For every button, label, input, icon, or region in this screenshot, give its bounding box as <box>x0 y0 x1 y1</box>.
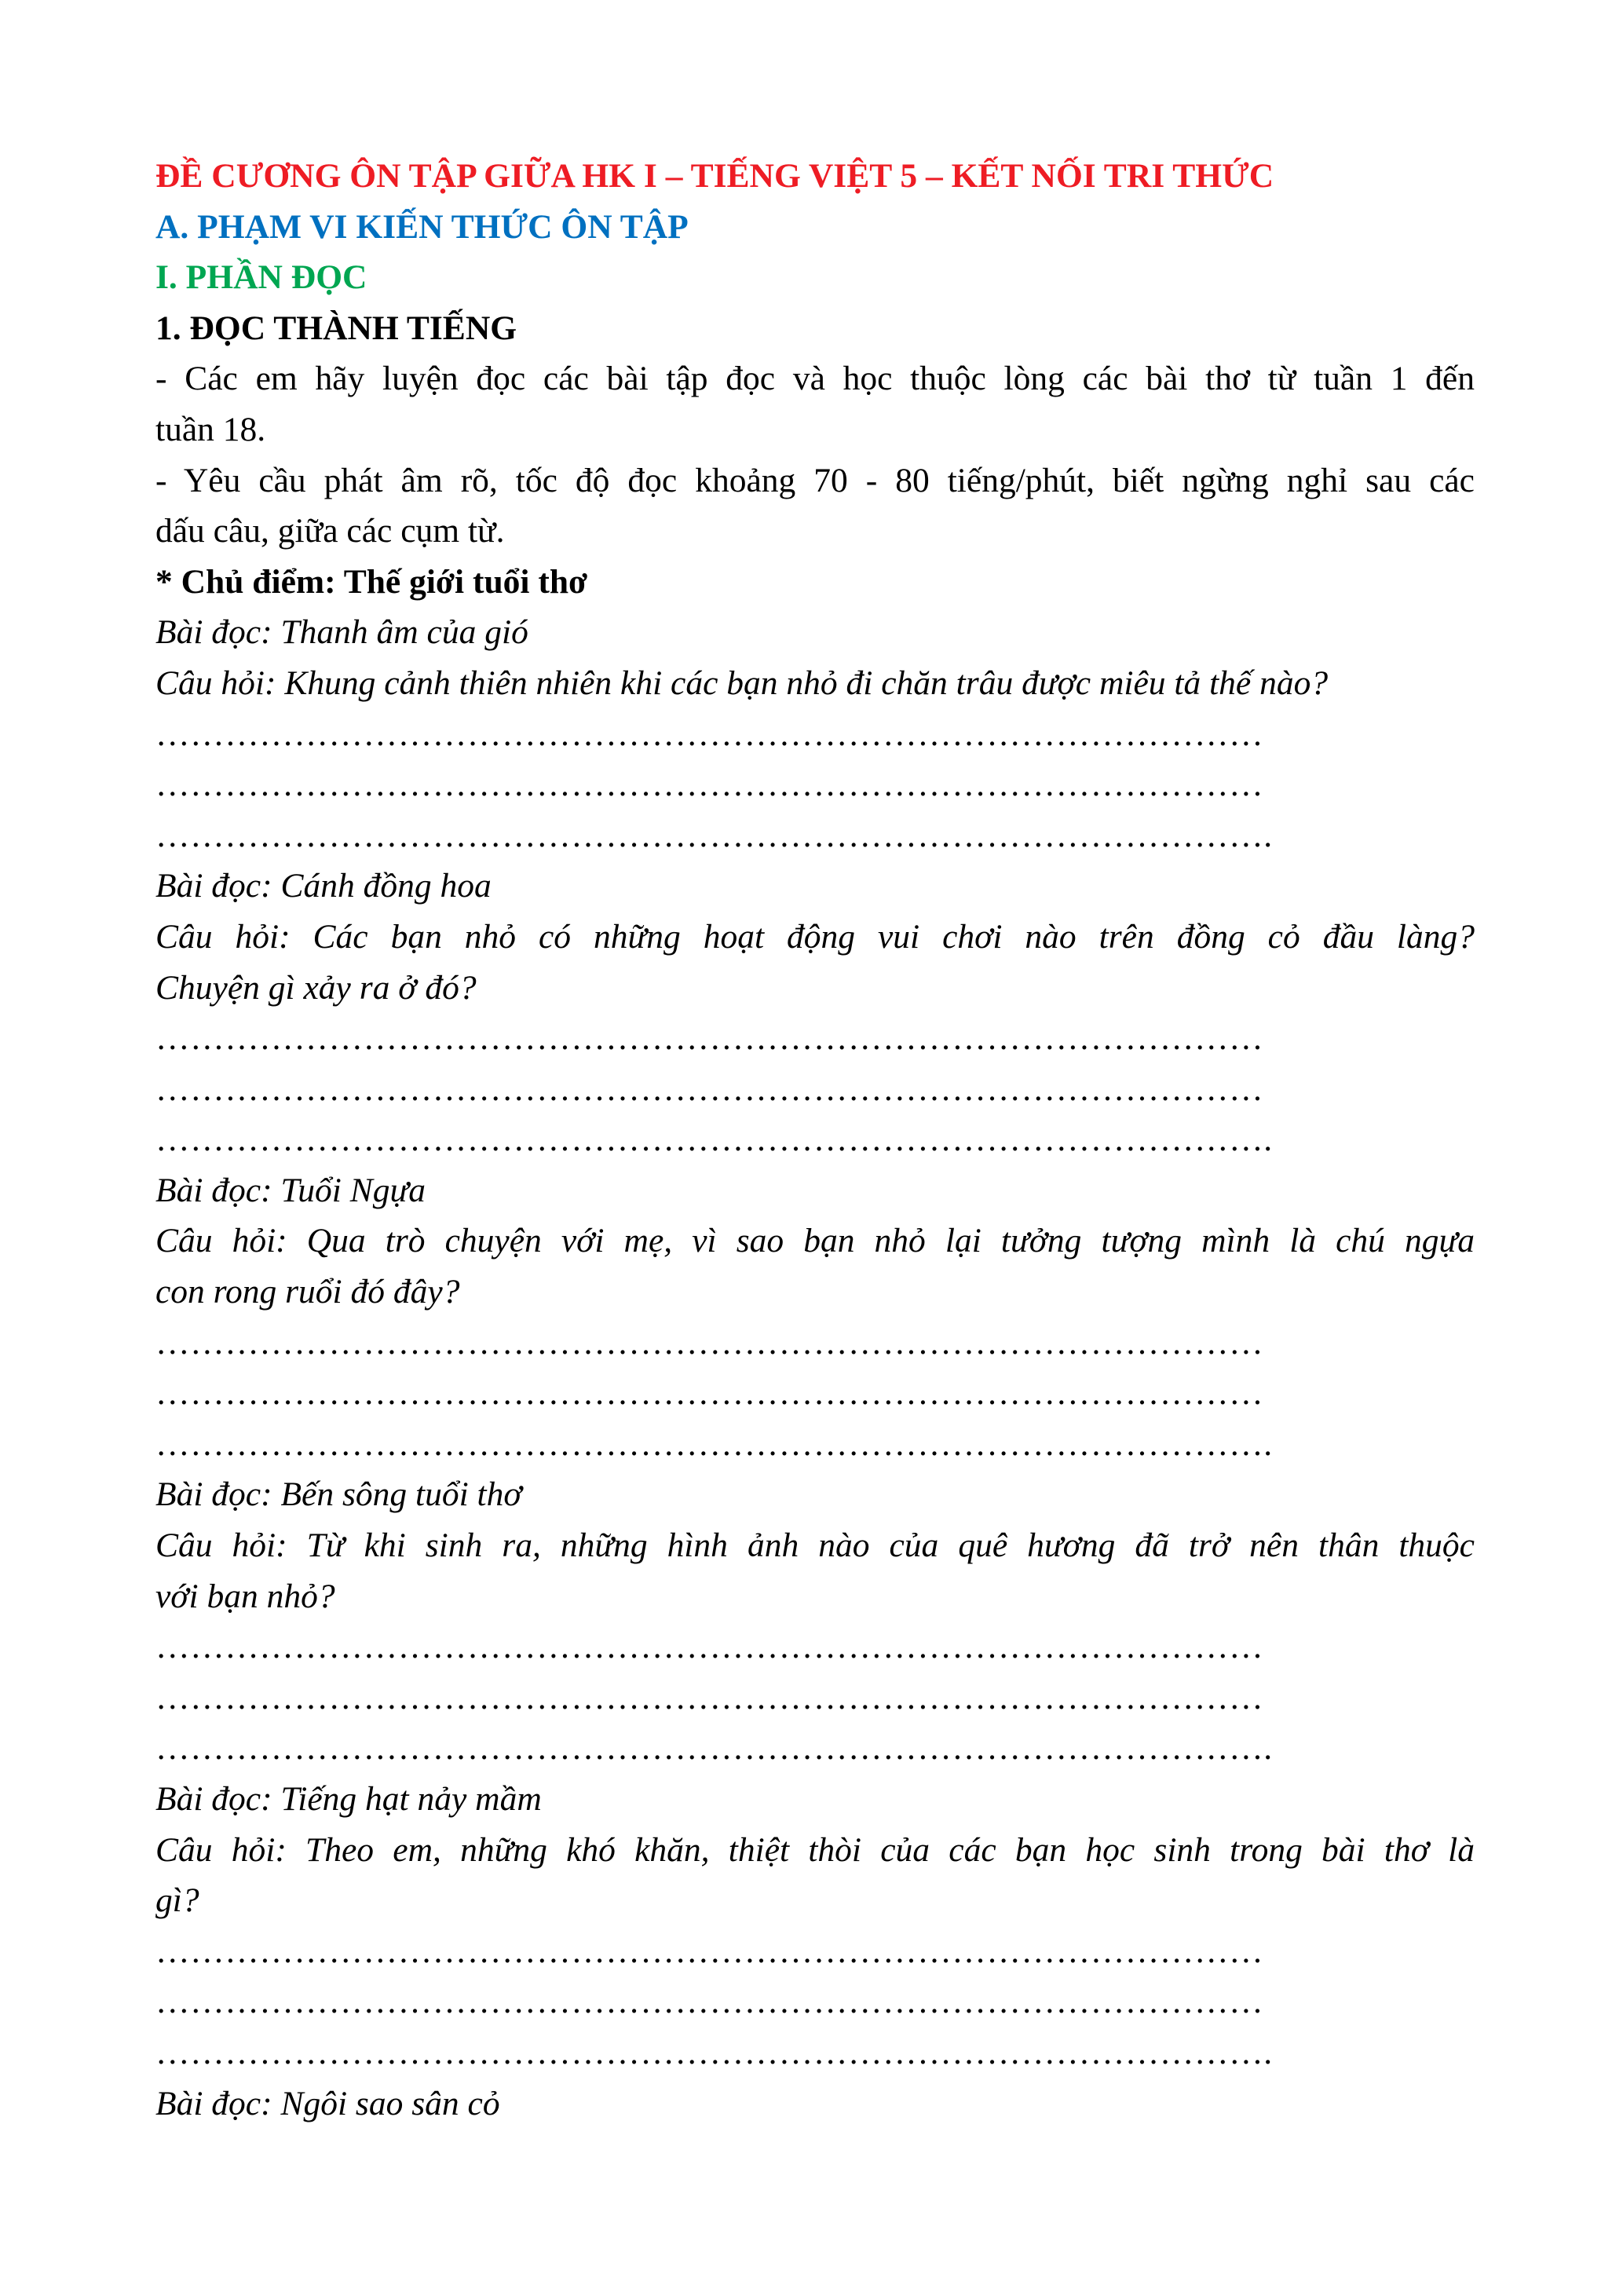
reading-question: Câu hỏi: Từ khi sinh ra, những hình ảnh nào của quê hương đã trở nên thân thuộc <box>155 1526 1475 1565</box>
reading-question: Câu hỏi: Khung cảnh thiên nhiên khi các bạn nhỏ đi chăn trâu được miêu tả thế nào? <box>155 664 1329 702</box>
answer-line[interactable]: …………………………………………………………………………………… <box>155 1983 1264 2021</box>
reading-question-cont: với bạn nhỏ? <box>155 1577 335 1615</box>
instruction-2-line-1: - Yêu cầu phát âm rõ, tốc độ đọc khoảng 70 - 80 tiếng/phút, biết ngừng nghỉ sau các <box>155 461 1475 499</box>
answer-line[interactable]: …………………………………………………………………………………… <box>155 1932 1264 1970</box>
reading-title: Bài đọc: Cánh đồng hoa <box>155 867 492 905</box>
reading-title: Bài đọc: Ngôi sao sân cỏ <box>155 2084 500 2122</box>
part-1-heading: I. PHẦN ĐỌC <box>155 258 367 297</box>
reading-title: Bài đọc: Bến sông tuổi thơ <box>155 1475 522 1514</box>
reading-question: Câu hỏi: Các bạn nhỏ có những hoạt động vui chơi nào trên đồng cỏ đầu làng? <box>155 917 1475 956</box>
answer-line[interactable]: …………………………………………………………………………………… <box>155 1069 1264 1108</box>
answer-line[interactable]: …………………………………………………………………………………… <box>155 1374 1264 1413</box>
answer-line[interactable]: …………………………………………………………………………………… <box>155 766 1264 804</box>
instruction-1-line-1: - Các em hãy luyện đọc các bài tập đọc và học thuộc lòng các bài thơ từ tuần 1 đến <box>155 360 1475 398</box>
reading-title: Bài đọc: Tuổi Ngựa <box>155 1171 426 1209</box>
answer-line[interactable]: …………………………………………………………………………………… <box>155 1019 1264 1058</box>
reading-question-cont: con rong ruổi đó đây? <box>155 1273 460 1311</box>
answer-line[interactable]: …………………………………………………………………………………… <box>155 1678 1264 1717</box>
reading-title: Bài đọc: Thanh âm của gió <box>155 613 528 652</box>
subsection-heading: 1. ĐỌC THÀNH TIẾNG <box>155 309 517 347</box>
section-a-heading: A. PHẠM VI KIẾN THỨC ÔN TẬP <box>155 207 689 246</box>
reading-question-cont: Chuyện gì xảy ra ở đó? <box>155 968 477 1007</box>
answer-line[interactable]: ……………………………………………………………………………………. <box>155 1729 1273 1768</box>
answer-line[interactable]: ……………………………………………………………………………………. <box>155 816 1273 854</box>
answer-line[interactable]: …………………………………………………………………………………… <box>155 715 1264 753</box>
answer-line[interactable]: ……………………………………………………………………………………. <box>155 1121 1273 1159</box>
answer-line[interactable]: ……………………………………………………………………………………. <box>155 1424 1273 1463</box>
reading-question: Câu hỏi: Theo em, những khó khăn, thiệt thòi của các bạn học sinh trong bài thơ là <box>155 1830 1475 1869</box>
instruction-2-line-2: dấu câu, giữa các cụm từ. <box>155 512 505 550</box>
answer-line[interactable]: …………………………………………………………………………………… <box>155 1323 1264 1362</box>
answer-line[interactable]: ……………………………………………………………………………………. <box>155 2033 1273 2071</box>
reading-question-cont: gì? <box>155 1881 199 1920</box>
document-page <box>155 151 1475 2129</box>
document-title: ĐỀ CƯƠNG ÔN TẬP GIỮA HK I – TIẾNG VIỆT 5 – KẾT NỐI TRI THỨC <box>155 157 1274 195</box>
reading-title: Bài đọc: Tiếng hạt nảy mầm <box>155 1780 542 1818</box>
answer-line[interactable]: …………………………………………………………………………………… <box>155 1628 1264 1666</box>
instruction-1-line-2: tuần 18. <box>155 410 266 448</box>
theme-heading: * Chủ điểm: Thế giới tuổi thơ <box>155 562 588 601</box>
reading-question: Câu hỏi: Qua trò chuyện với mẹ, vì sao bạn nhỏ lại tưởng tượng mình là chú ngựa <box>155 1222 1475 1260</box>
